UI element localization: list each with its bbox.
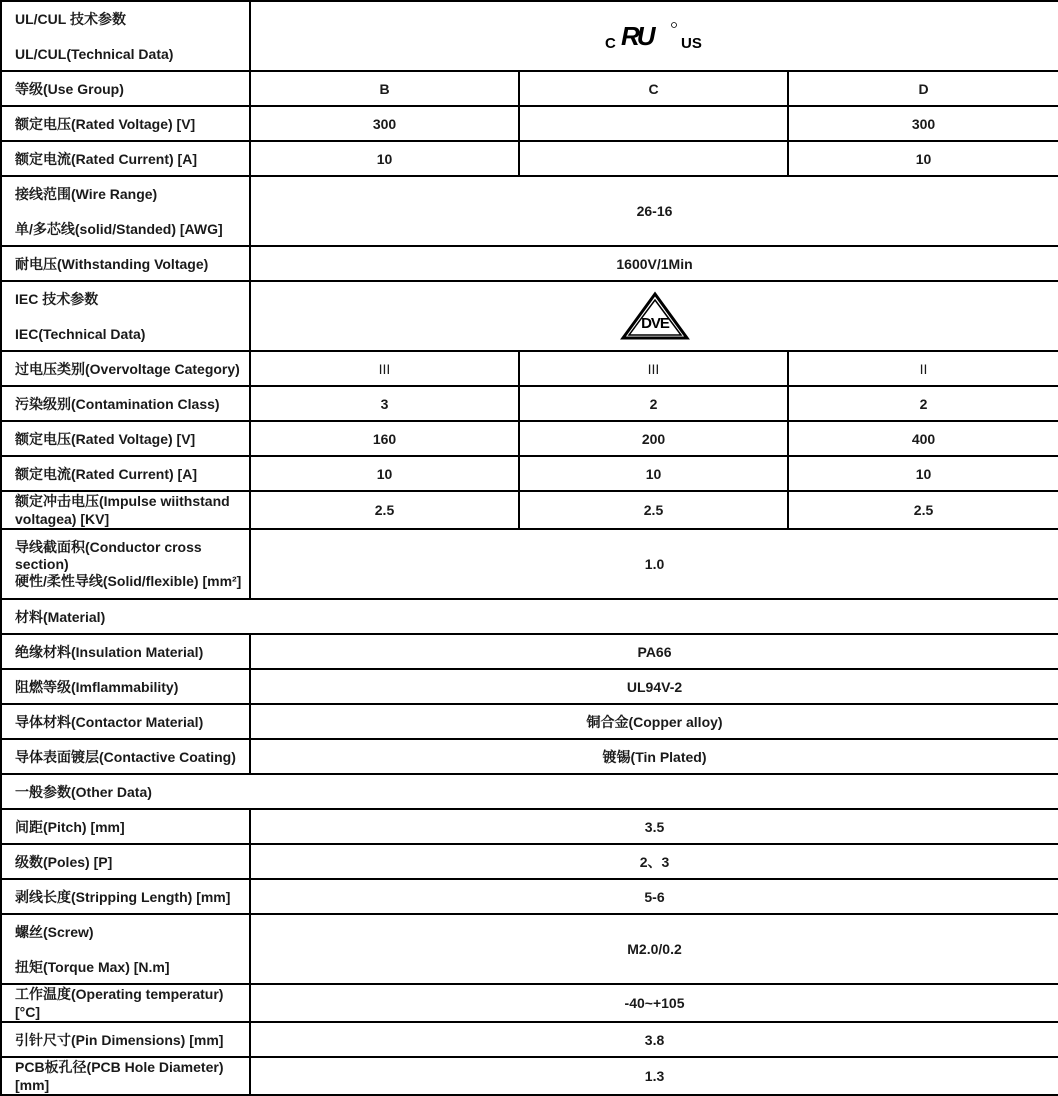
pcb-hole-value: 1.3 xyxy=(250,1057,1058,1095)
cul-logo-ru-text: RU xyxy=(620,21,653,51)
ul-title-en: UL/CUL(Technical Data) xyxy=(15,45,174,62)
screw-label xyxy=(1,914,250,984)
iec-rated-voltage-d: 400 xyxy=(788,421,1058,456)
iec-rated-voltage-c: 200 xyxy=(519,421,788,456)
wire-range-value: 26-16 xyxy=(250,176,1058,246)
contactor-material-row xyxy=(1,704,1058,739)
contactor-material-label: 导体材料(Contactor Material) xyxy=(1,704,250,739)
overvoltage-d: II xyxy=(788,351,1058,386)
ul-rated-current-row xyxy=(1,141,1058,176)
pin-dimensions-label: 引针尺寸(Pin Dimensions) [mm] xyxy=(1,1022,250,1057)
ul-rated-voltage-label: 额定电压(Rated Voltage) [V] xyxy=(1,106,250,141)
ul-logo-cell xyxy=(250,1,1058,71)
ul-rated-voltage-c xyxy=(519,106,788,141)
material-section-row xyxy=(1,599,1058,634)
temperature-value: -40~+105 xyxy=(250,984,1058,1022)
pin-dimensions-value: 3.8 xyxy=(250,1022,1058,1057)
stripping-row xyxy=(1,879,1058,914)
flammability-label: 阻燃等级(Imflammability) xyxy=(1,669,250,704)
wire-range-label xyxy=(1,176,250,246)
pitch-value: 3.5 xyxy=(250,809,1058,844)
overvoltage-label: 过电压类别(Overvoltage Category) xyxy=(1,351,250,386)
impulse-label: 额定冲击电压(Impulse wiithstand voltagea) [KV] xyxy=(1,491,250,529)
ul-title-cn: UL/CUL 技术参数 xyxy=(15,10,126,27)
screw-value: M2.0/0.2 xyxy=(250,914,1058,984)
impulse-row xyxy=(1,491,1058,529)
iec-rated-current-b: 10 xyxy=(250,456,519,491)
insulation-value: PA66 xyxy=(250,634,1058,669)
poles-row xyxy=(1,844,1058,879)
temperature-label: 工作温度(Operating temperatur) [°C] xyxy=(1,984,250,1022)
wire-range-label-2: 单/多芯线(solid/Standed) [AWG] xyxy=(15,220,223,237)
flammability-value: UL94V-2 xyxy=(250,669,1058,704)
pin-dimensions-row xyxy=(1,1022,1058,1057)
coating-value: 镀锡(Tin Plated) xyxy=(250,739,1058,774)
wire-range-row xyxy=(1,176,1058,246)
ul-rated-voltage-row xyxy=(1,106,1058,141)
stripping-label: 剥线长度(Stripping Length) [mm] xyxy=(1,879,250,914)
conductor-cross-value: 1.0 xyxy=(250,529,1058,599)
conductor-cross-label xyxy=(1,529,250,599)
ul-section-row xyxy=(1,1,1058,71)
iec-section-title xyxy=(1,281,250,351)
vde-logo-icon xyxy=(619,290,691,342)
use-group-d: D xyxy=(788,71,1058,106)
pcb-hole-label: PCB板孔径(PCB Hole Diameter) [mm] xyxy=(1,1057,250,1095)
iec-rated-current-label: 额定电流(Rated Current) [A] xyxy=(1,456,250,491)
iec-section-row xyxy=(1,281,1058,351)
temperature-row xyxy=(1,984,1058,1022)
conductor-cross-label-2: 硬性/柔性导线(Solid/flexible) [mm²] xyxy=(15,572,242,589)
poles-label: 级数(Poles) [P] xyxy=(1,844,250,879)
impulse-b: 2.5 xyxy=(250,491,519,529)
ul-rated-current-label: 额定电流(Rated Current) [A] xyxy=(1,141,250,176)
insulation-row xyxy=(1,634,1058,669)
iec-rated-current-row xyxy=(1,456,1058,491)
wire-range-label-1: 接线范围(Wire Range) xyxy=(15,185,158,202)
screw-label-1: 螺丝(Screw) xyxy=(15,923,94,940)
other-section-row xyxy=(1,774,1058,809)
ul-rated-current-d: 10 xyxy=(788,141,1058,176)
iec-logo-cell xyxy=(250,281,1058,351)
iec-rated-voltage-label: 额定电压(Rated Voltage) [V] xyxy=(1,421,250,456)
cul-logo-us-text: US xyxy=(680,35,702,52)
withstanding-voltage-row xyxy=(1,246,1058,281)
material-section-title: 材料(Material) xyxy=(1,599,1058,634)
ul-rated-current-b: 10 xyxy=(250,141,519,176)
ul-rated-voltage-d: 300 xyxy=(788,106,1058,141)
screw-label-2: 扭矩(Torque Max) [N.m] xyxy=(15,958,170,975)
conductor-cross-row xyxy=(1,529,1058,599)
stripping-value: 5-6 xyxy=(250,879,1058,914)
vde-logo-text: DVE xyxy=(640,315,669,332)
iec-title-en: IEC(Technical Data) xyxy=(15,325,146,342)
cul-us-logo-icon xyxy=(595,18,715,54)
coating-label: 导体表面镀层(Contactive Coating) xyxy=(1,739,250,774)
ul-rated-voltage-b: 300 xyxy=(250,106,519,141)
overvoltage-b: III xyxy=(250,351,519,386)
ul-rated-current-c xyxy=(519,141,788,176)
contamination-row xyxy=(1,386,1058,421)
pitch-label: 间距(Pitch) [mm] xyxy=(1,809,250,844)
contamination-label: 污染级别(Contamination Class) xyxy=(1,386,250,421)
iec-title-cn: IEC 技术参数 xyxy=(15,290,99,307)
insulation-label: 绝缘材料(Insulation Material) xyxy=(1,634,250,669)
contamination-c: 2 xyxy=(519,386,788,421)
iec-rated-voltage-b: 160 xyxy=(250,421,519,456)
coating-row xyxy=(1,739,1058,774)
impulse-c: 2.5 xyxy=(519,491,788,529)
iec-rated-current-c: 10 xyxy=(519,456,788,491)
impulse-d: 2.5 xyxy=(788,491,1058,529)
poles-value: 2、3 xyxy=(250,844,1058,879)
screw-row xyxy=(1,914,1058,984)
iec-rated-voltage-row xyxy=(1,421,1058,456)
withstanding-voltage-value: 1600V/1Min xyxy=(250,246,1058,281)
flammability-row xyxy=(1,669,1058,704)
ul-section-title xyxy=(1,1,250,71)
withstanding-voltage-label: 耐电压(Withstanding Voltage) xyxy=(1,246,250,281)
contactor-material-value: 铜合金(Copper alloy) xyxy=(250,704,1058,739)
iec-rated-current-d: 10 xyxy=(788,456,1058,491)
use-group-b: B xyxy=(250,71,519,106)
cul-logo-c-text: C xyxy=(604,35,616,52)
use-group-row xyxy=(1,71,1058,106)
conductor-cross-label-1: 导线截面积(Conductor cross section) xyxy=(15,538,202,572)
use-group-label: 等级(Use Group) xyxy=(1,71,250,106)
pitch-row xyxy=(1,809,1058,844)
pcb-hole-row xyxy=(1,1057,1058,1095)
contamination-b: 3 xyxy=(250,386,519,421)
contamination-d: 2 xyxy=(788,386,1058,421)
other-section-title: 一般参数(Other Data) xyxy=(1,774,1058,809)
overvoltage-c: III xyxy=(519,351,788,386)
overvoltage-row xyxy=(1,351,1058,386)
use-group-c: C xyxy=(519,71,788,106)
